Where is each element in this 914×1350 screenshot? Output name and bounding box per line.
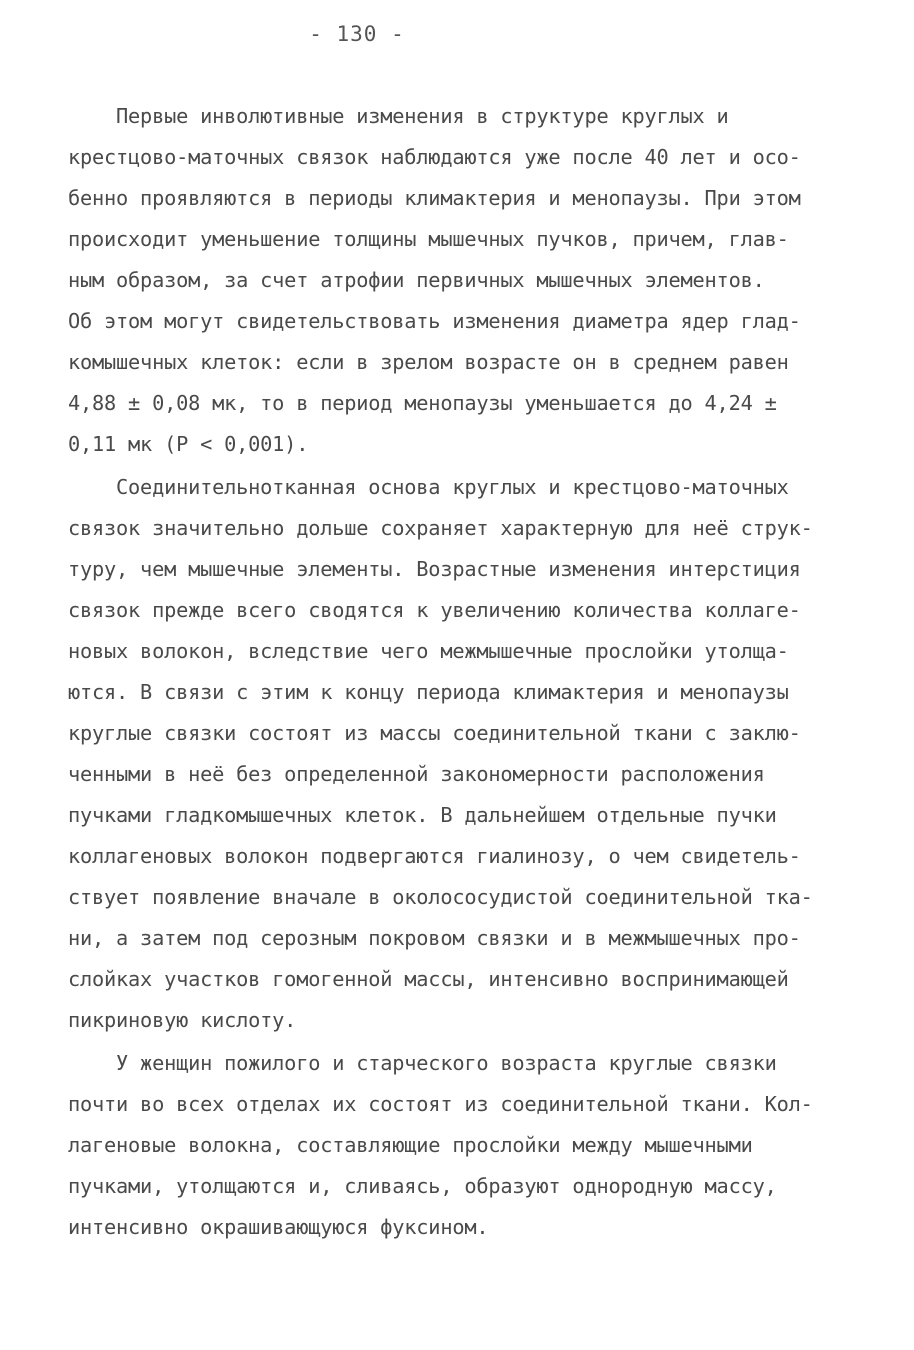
text-line: У женщин пожилого и старческого возраста круглые связки [68,1051,777,1075]
text-line: пучками, утолщаются и, сливаясь, образуют однородную массу, [68,1174,777,1198]
text-line: связок прежде всего сводятся к увеличению количества коллаге- [68,598,801,622]
text-line: Об этом могут свидетельствовать изменения диаметра ядер глад- [68,309,801,333]
text-line: комышечных клеток: если в зрелом возрасте он в среднем равен [68,350,789,374]
text-line: пикриновую кислоту. [68,1008,297,1032]
text-line: туру, чем мышечные элементы. Возрастные изменения интерстиция [68,557,801,581]
text-line: коллагеновых волокон подвергаются гиалинозу, о чем свидетель- [68,844,801,868]
text-line: новых волокон, вследствие чего межмышечные прослойки утолща- [68,639,789,663]
text-line: Соединительнотканная основа круглых и крестцово-маточных [68,475,789,499]
text-line: ным образом, за счет атрофии первичных мышечных элементов. [68,268,765,292]
text-line: пучками гладкомышечных клеток. В дальнейшем отдельные пучки [68,803,777,827]
text-line: Первые инволютивные изменения в структуре круглых и [68,104,729,128]
text-line: ствует появление вначале в околососудистой соединительной тка- [68,885,813,909]
text-line: крестцово-маточных связок наблюдаются уже после 40 лет и осо- [68,145,801,169]
text-line: 0,11 мк (P < 0,001). [68,432,309,456]
text-line: 4,88 ± 0,08 мк, то в период менопаузы уменьшается до 4,24 ± [68,391,777,415]
text-line: лагеновые волокна, составляющие прослойки между мышечными [68,1133,753,1157]
text-line: почти во всех отделах их состоят из соединительной ткани. Кол- [68,1092,813,1116]
text-line: интенсивно окрашивающуюся фуксином. [68,1215,489,1239]
text-line: происходит уменьшение толщины мышечных пучков, причем, глав- [68,227,789,251]
text-line: связок значительно дольше сохраняет характерную для неё струк- [68,516,813,540]
text-line: ни, а затем под серозным покровом связки и в межмышечных про- [68,926,801,950]
text-line: ются. В связи с этим к концу периода климактерия и менопаузы [68,680,789,704]
text-line: ченными в неё без определенной закономерности расположения [68,762,765,786]
text-line: слойках участков гомогенной массы, интенсивно воспринимающей [68,967,789,991]
text-line: круглые связки состоят из массы соединительной ткани с заклю- [68,721,801,745]
page-number: - 130 - [309,22,405,46]
text-line: бенно проявляются в периоды климактерия и менопаузы. При этом [68,186,801,210]
